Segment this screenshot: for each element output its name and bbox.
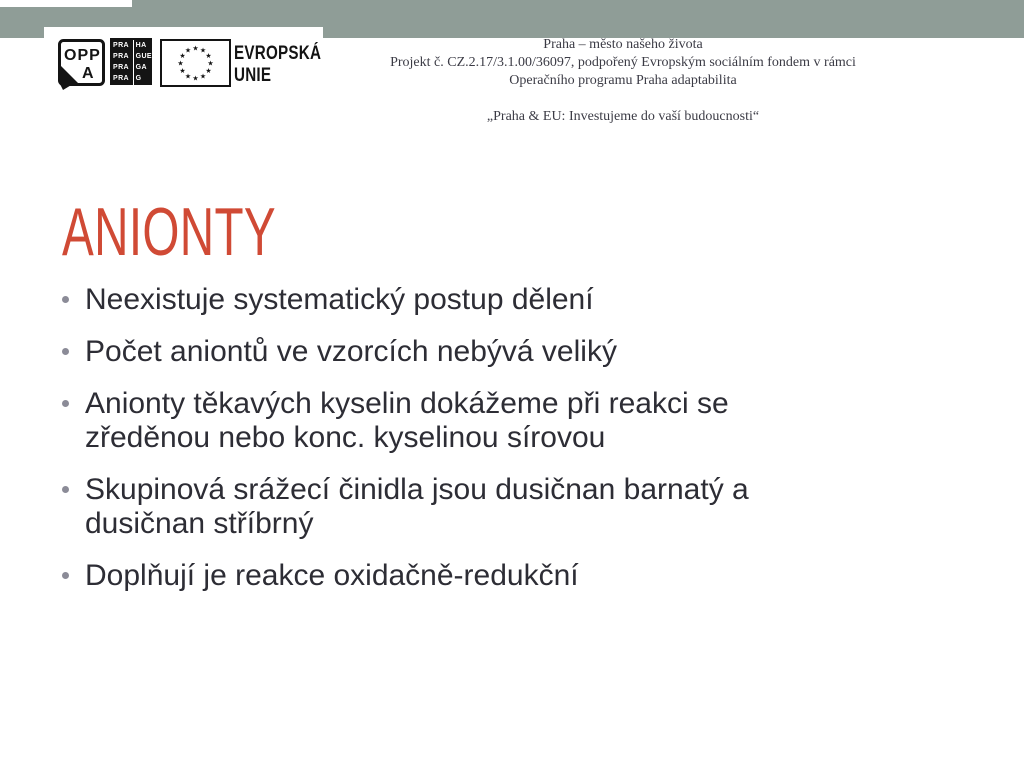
- list-item: [62, 283, 992, 317]
- bullet-list: [62, 283, 992, 611]
- star-icon: ★: [192, 75, 199, 83]
- eu-union-line2: UNIE: [234, 65, 272, 86]
- praha-logo: [110, 38, 152, 85]
- praha-row-label: PRA: [113, 42, 129, 49]
- list-item: [62, 473, 992, 541]
- eu-union-label: [234, 43, 321, 87]
- star-icon: ★: [207, 60, 214, 68]
- star-icon: ★: [179, 67, 186, 75]
- list-item: [62, 387, 992, 455]
- star-icon: ★: [199, 73, 207, 81]
- bullet-text: Počet aniontů ve vzorcích nebývá veliký: [85, 335, 617, 368]
- star-icon: ★: [205, 67, 212, 75]
- bullet-dot: [62, 486, 69, 493]
- praha-row-label: PRA: [113, 64, 129, 71]
- project-line-3: Operačního programu Praha adaptabilita: [509, 73, 737, 88]
- praha-row-label: PRA: [113, 75, 129, 82]
- oppa-text-opp: OPP: [64, 47, 101, 64]
- star-icon: ★: [205, 52, 212, 60]
- logo-panel: [44, 27, 323, 115]
- project-quote: „Praha & EU: Investujeme do vaší budoucnosti“: [486, 109, 760, 124]
- list-item: [62, 335, 992, 369]
- star-icon: ★: [184, 47, 192, 55]
- eu-union-line1: EVROPSKÁ: [234, 43, 322, 64]
- project-line-2: Projekt č. CZ.2.17/3.1.00/36097, podpořený Evropským sociálním fondem v rámci: [390, 55, 856, 70]
- bullet-dot: [62, 348, 69, 355]
- star-icon: ★: [199, 47, 207, 55]
- eu-flag-icon: [160, 39, 231, 87]
- band-notch: [0, 0, 132, 7]
- praha-row-label: G: [135, 75, 142, 82]
- bullet-text: Doplňují je reakce oxidačně-redukční: [85, 559, 579, 592]
- star-icon: ★: [192, 45, 199, 53]
- slide-title: ANIONTY: [62, 194, 277, 270]
- star-icon: ★: [177, 60, 184, 68]
- star-icon: ★: [184, 73, 192, 81]
- project-spacer: [323, 90, 923, 108]
- oppa-text-a: A: [82, 65, 94, 82]
- star-icon: ★: [179, 52, 186, 60]
- bullet-text: Skupinová srážecí činidla jsou dusičnan barnatý a dusičnan stříbrný: [85, 473, 749, 540]
- list-item: [62, 559, 992, 593]
- oppa-logo-icon: [58, 39, 105, 92]
- bullet-text: Anionty těkavých kyselin dokážeme při reakci se zředěnou nebo konc. kyselinou sírovou: [85, 387, 729, 454]
- bullet-dot: [62, 572, 69, 579]
- bullet-dot: [62, 296, 69, 303]
- praha-row-label: GUE: [135, 53, 152, 60]
- bullet-dot: [62, 400, 69, 407]
- praha-row-label: HA: [135, 42, 147, 49]
- bullet-text: Neexistuje systematický postup dělení: [85, 283, 594, 316]
- praha-row-label: GA: [135, 64, 147, 71]
- praha-col-left: [110, 40, 134, 85]
- oppa-fold-tip: [60, 84, 73, 90]
- project-line-1: Praha – město našeho života: [543, 37, 703, 52]
- praha-col-right: [134, 40, 152, 85]
- project-text: [323, 36, 923, 126]
- praha-row-label: PRA: [113, 53, 129, 60]
